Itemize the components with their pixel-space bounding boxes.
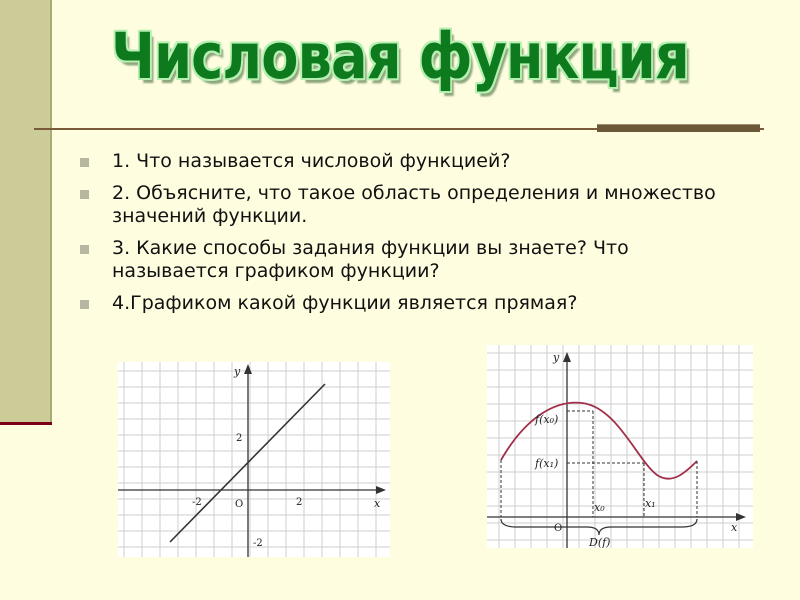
y-tick-label-neg2: -2 <box>253 538 263 549</box>
question-list <box>80 150 720 324</box>
x1-label: x₁ <box>645 497 656 510</box>
x-axis-arrow-icon <box>376 486 386 494</box>
x-axis-label: x <box>374 497 381 510</box>
x0-label: x₀ <box>594 501 605 514</box>
question-text: 4.Графиком какой функции является прямая? <box>112 292 578 314</box>
f-x1-label: f(x₁) <box>535 457 559 470</box>
grid-lines <box>118 362 390 557</box>
question-item-3 <box>80 237 720 283</box>
slide-title: Числовая функция <box>111 20 689 93</box>
line-graph-svg <box>118 362 390 557</box>
x-axis-label: x <box>731 521 738 534</box>
question-text: 2. Объясните, что такое область определения и множество значений функции. <box>112 182 716 227</box>
domain-label: D(f) <box>589 536 611 548</box>
origin-label: O <box>554 523 563 534</box>
y-axis-arrow-icon <box>244 364 252 374</box>
y-axis-label: y <box>234 365 241 378</box>
curve-graph <box>487 345 753 548</box>
bullet-icon <box>80 190 89 199</box>
x-tick-label-neg2: -2 <box>192 497 202 508</box>
question-item-1 <box>80 150 720 173</box>
bullet-icon <box>80 158 89 167</box>
f-x0-label: f(x₀) <box>535 413 559 426</box>
line-graph <box>118 362 390 557</box>
domain-brace <box>501 519 697 535</box>
curve-graph-svg <box>487 345 753 548</box>
origin-label: O <box>235 499 244 510</box>
question-item-2 <box>80 182 720 228</box>
y-tick-label-2: 2 <box>236 433 243 444</box>
x-tick-label-2: 2 <box>296 497 303 508</box>
function-curve <box>501 403 697 479</box>
bullet-icon <box>80 245 89 254</box>
bullet-icon <box>80 300 89 309</box>
x-axis-arrow-icon <box>736 513 746 521</box>
question-text: 3. Какие способы задания функции вы знаете? Что называется графиком функции? <box>112 237 629 282</box>
question-item-4 <box>80 292 720 315</box>
y-axis-label: y <box>553 351 560 364</box>
left-decor-bar <box>0 0 52 425</box>
question-text: 1. Что называется числовой функцией? <box>112 150 511 172</box>
title-underline-accent <box>597 124 760 132</box>
